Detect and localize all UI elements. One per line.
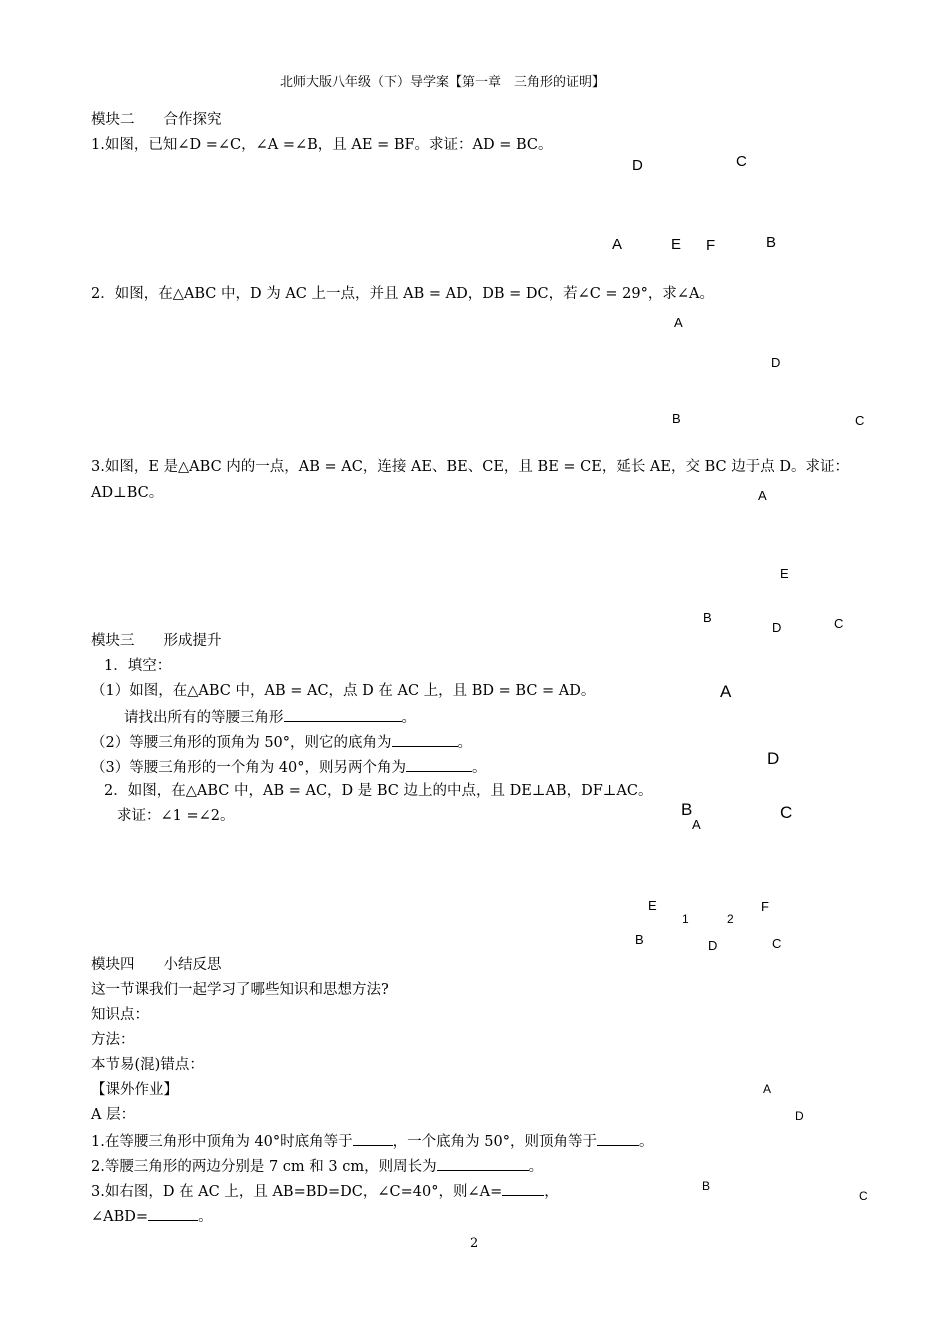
page-header: 北师大版八年级（下）导学案【第一章 三角形的证明】 — [280, 75, 606, 90]
h3-suffix: ， — [544, 1184, 559, 1200]
answer-blank[interactable] — [392, 732, 458, 747]
fig2-label: B — [672, 411, 681, 426]
fig2-label: A — [674, 315, 683, 330]
f3-prompt: （3）等腰三角形的一个角为 40°，则另两个角为 — [91, 760, 407, 776]
f1-suffix: 。 — [401, 710, 416, 726]
fig6-label: C — [859, 1189, 868, 1203]
fig5-label: 1 — [682, 912, 689, 926]
answer-blank[interactable] — [353, 1131, 393, 1146]
fig5-label: D — [708, 938, 718, 953]
fig2-label: C — [855, 413, 865, 428]
module4-title: 模块四 小结反思 — [91, 957, 222, 973]
fig3-label: B — [703, 610, 712, 625]
module4-line2: 知识点： — [91, 1007, 149, 1023]
module2-title: 模块二 合作探究 — [91, 112, 222, 128]
answer-blank[interactable] — [406, 757, 472, 772]
h1-prompt: 1.在等腰三角形中顶角为 40°时底角等于 — [91, 1134, 353, 1150]
fig2-label: D — [771, 355, 781, 370]
f2-suffix: 。 — [457, 735, 473, 751]
module2-q2: 2．如图，在△ABC 中，D 为 AC 上一点，并且 AB = AD，DB = DC，若∠C = 29°，求∠A。 — [91, 286, 714, 302]
fig1-label: B — [766, 234, 777, 251]
fig4-label: C — [780, 803, 793, 822]
fig5-label: B — [635, 932, 644, 947]
answer-blank[interactable] — [284, 707, 402, 722]
fig1-label: E — [671, 236, 682, 253]
homework-h3-line2 — [91, 1206, 213, 1226]
fig1-label: D — [632, 157, 643, 174]
module2-q3-line2: AD⊥BC。 — [91, 485, 164, 501]
module3-f1-line2 — [124, 707, 416, 727]
h2-prompt: 2.等腰三角形的两边分别是 7 cm 和 3 cm，则周长为 — [91, 1159, 437, 1175]
module2-q3-line1: 3.如图，E 是△ABC 内的一点，AB = AC，连接 AE、BE、CE，且 BE = CE，延长 AE，交 BC 边于点 D。求证： — [91, 459, 849, 475]
homework-h1 — [91, 1131, 653, 1151]
fig5-label: 2 — [727, 912, 734, 926]
f1-prompt: 请找出所有的等腰三角形 — [124, 710, 284, 726]
module4-line4: 本节易(混)错点： — [91, 1057, 204, 1073]
homework-level: A 层： — [91, 1107, 136, 1123]
module3-f1-line1: （1）如图，在△ABC 中，AB = AC，点 D 在 AC 上，且 BD = BC = AD。 — [91, 683, 596, 699]
module3-f2 — [91, 732, 472, 752]
h1-prompt-2: ，一个底角为 50°，则顶角等于 — [392, 1134, 597, 1150]
fig1-label: C — [736, 153, 747, 170]
homework-h2 — [91, 1156, 543, 1176]
fig4-label: B — [681, 800, 693, 819]
fig5-label: F — [761, 899, 769, 914]
module4-line1: 这一节课我们一起学习了哪些知识和思想方法? — [91, 982, 389, 998]
fig1-label: F — [706, 237, 716, 254]
page-number: 2 — [470, 1236, 479, 1251]
h3-prompt: 3.如右图，D 在 AC 上，且 AB=BD=DC，∠C=40°，则∠A= — [91, 1184, 503, 1200]
answer-blank[interactable] — [437, 1156, 529, 1171]
fig4-label: D — [767, 749, 780, 768]
fig5-label: A — [692, 817, 701, 832]
fig6-label: A — [763, 1082, 772, 1096]
module4-line3: 方法： — [91, 1032, 135, 1048]
homework-title: 【课外作业】 — [91, 1082, 178, 1098]
answer-blank[interactable] — [597, 1131, 639, 1146]
fig3-label: A — [758, 488, 767, 503]
answer-blank[interactable] — [502, 1181, 544, 1196]
h1-suffix: 。 — [638, 1134, 654, 1150]
module3-title: 模块三 形成提升 — [91, 633, 222, 649]
h3-line2-suffix: 。 — [198, 1209, 213, 1225]
f3-suffix: 。 — [472, 760, 487, 776]
answer-blank[interactable] — [148, 1206, 198, 1221]
module3-f3 — [91, 757, 487, 777]
fig6-label: D — [795, 1109, 804, 1123]
fig6-label: B — [702, 1179, 711, 1193]
module3-q2-line1: 2．如图，在△ABC 中，AB = AC，D 是 BC 边上的中点，且 DE⊥AB，DF⊥AC。 — [104, 783, 653, 799]
fig4-label: A — [720, 682, 732, 701]
module3-fill-title: 1．填空： — [104, 658, 172, 674]
fig5-label: E — [648, 898, 657, 913]
h3-prompt-2: ∠ABD= — [91, 1209, 149, 1225]
fig3-label: D — [772, 620, 782, 635]
homework-h3 — [91, 1181, 559, 1201]
f2-prompt: （2）等腰三角形的顶角为 50°，则它的底角为 — [91, 735, 392, 751]
fig1-label: A — [612, 236, 623, 253]
h2-suffix: 。 — [528, 1159, 544, 1175]
fig3-label: C — [834, 616, 844, 631]
fig5-label: C — [772, 936, 782, 951]
fig3-label: E — [780, 566, 789, 581]
module3-q2-line2: 求证：∠1 =∠2。 — [117, 808, 235, 824]
module2-q1: 1.如图，已知∠D =∠C，∠A =∠B，且 AE = BF。求证：AD = BC。 — [91, 137, 553, 153]
